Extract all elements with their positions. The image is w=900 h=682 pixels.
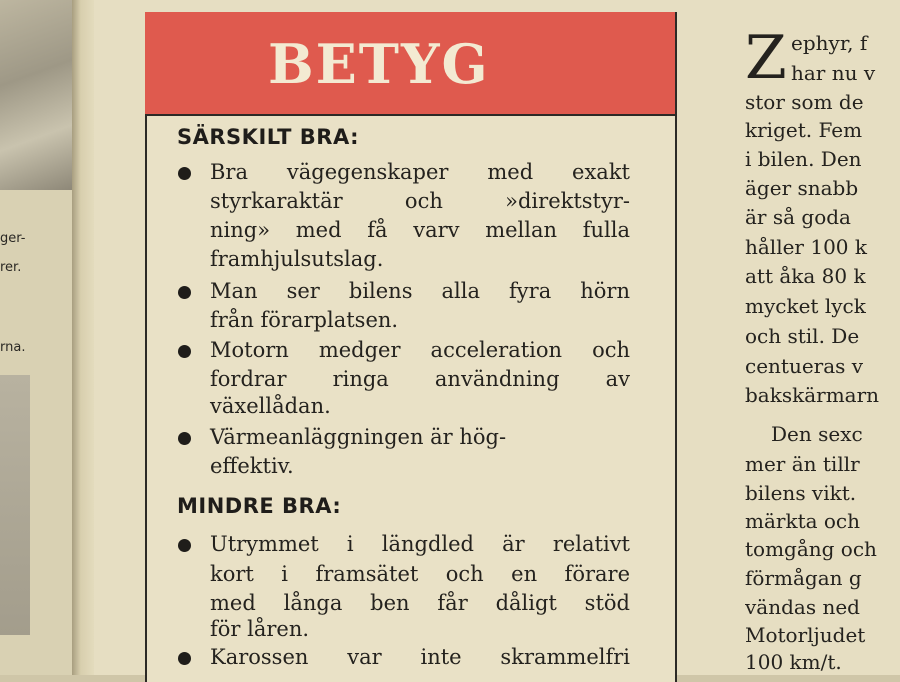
- article-line: bilens vikt.: [745, 481, 857, 505]
- article-line: stor som de: [745, 90, 864, 114]
- article-line: tomgång och: [745, 537, 877, 561]
- article-line: och stil. De: [745, 324, 860, 348]
- left-page-text-line: ger-: [0, 231, 26, 246]
- article-line: centueras v: [745, 354, 864, 378]
- bullet-icon: [178, 167, 191, 180]
- article-line: bakskärmarn: [745, 383, 880, 407]
- bad-heading: MINDRE BRA:: [177, 494, 342, 518]
- page-gutter: [72, 0, 94, 675]
- article-line: märkta och: [745, 509, 861, 533]
- article-line: att åka 80 k: [745, 264, 866, 288]
- left-page-photo: [0, 0, 72, 190]
- article-line: är så goda: [745, 205, 851, 229]
- bullet-icon: [178, 345, 191, 358]
- item-line: Utrymmet i längdled är relativt: [210, 532, 630, 556]
- item-line: ning» med få varv mellan fulla: [210, 218, 630, 242]
- item-line: fordrar ringa användning av: [210, 367, 630, 391]
- article-line: i bilen. Den: [745, 147, 862, 171]
- left-page-text-line: rna.: [0, 340, 26, 355]
- article-line: Motorljudet: [745, 623, 866, 647]
- item-line: kort i framsätet och en förare: [210, 562, 630, 586]
- bullet-icon: [178, 539, 191, 552]
- drop-cap: Z: [745, 23, 787, 93]
- item-line: med långa ben får dåligt stöd: [210, 591, 630, 615]
- item-line: från förarplatsen.: [210, 308, 399, 332]
- good-heading: SÄRSKILT BRA:: [177, 125, 360, 149]
- article-line: håller 100 k: [745, 235, 868, 259]
- item-line: för låren.: [210, 617, 310, 641]
- bullet-icon: [178, 652, 191, 665]
- article-line: ephyr, f: [791, 31, 868, 55]
- item-line: Bra vägegenskaper med exakt: [210, 160, 630, 184]
- item-line: framhjulsutslag.: [210, 247, 384, 271]
- item-line: Värmeanläggningen är hög-: [210, 425, 507, 449]
- rating-title: BETYG: [268, 32, 490, 96]
- item-line: styrkaraktär och »direktstyr-: [210, 189, 630, 213]
- left-page-text-line: rer.: [0, 260, 22, 275]
- article-line: äger snabb: [745, 176, 859, 200]
- article-line: förmågan g: [745, 566, 862, 590]
- rating-banner: [145, 12, 675, 116]
- article-line: har nu v: [791, 61, 876, 85]
- article-line: kriget. Fem: [745, 118, 863, 142]
- item-line: Man ser bilens alla fyra hörn: [210, 279, 630, 303]
- bullet-icon: [178, 286, 191, 299]
- article-line: mycket lyck: [745, 294, 866, 318]
- article-line: mer än tillr: [745, 452, 860, 476]
- article-line: 100 km/t.: [745, 650, 842, 674]
- item-line: Motorn medger acceleration och: [210, 338, 630, 362]
- article-line: vändas ned: [745, 595, 860, 619]
- bullet-icon: [178, 432, 191, 445]
- article-column: [745, 0, 900, 675]
- article-line: Den sexc: [771, 422, 863, 446]
- item-line: Karossen var inte skrammelfri: [210, 645, 630, 669]
- item-line: effektiv.: [210, 454, 294, 478]
- left-page-photo-bottom: [0, 375, 30, 635]
- item-line: växellådan.: [210, 394, 331, 418]
- left-page: [0, 0, 78, 675]
